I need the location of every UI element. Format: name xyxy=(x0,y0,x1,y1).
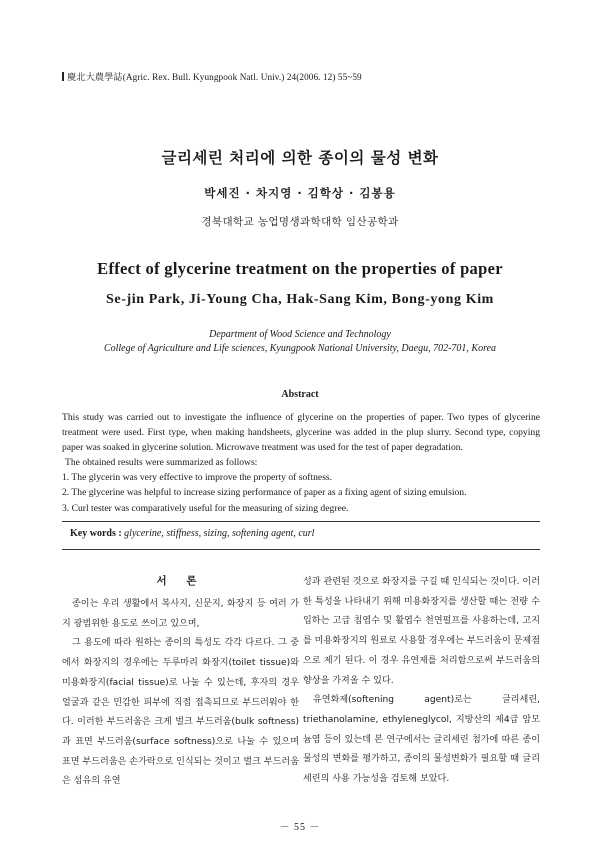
journal-header xyxy=(62,69,362,83)
abstract-result-item: 3. Curl tester was comparatively useful for the measuring of sizing degree. xyxy=(62,502,349,514)
body-paragraph: 성과 관련된 것으로 화장지를 구길 때 인식되는 것이다. 이러한 특성을 나타내기 위해 미용화장지를 생산할 때는 전량 수입하는 고급 침엽수 및 활엽수 천연펄프를 사용하는데, 고지를 미용화장지의 원료로 사용할 경우에는 부드러움이 문제점으로 제기 된다. 이 경우 유연제를 처리함으로써 부드러움의 향상을 가져올 수 있다. xyxy=(303,577,540,686)
journal-citation: 慶北大農學誌(Agric. Rex. Bull. Kyungpook Natl. Univ.) 24(2006. 12) 55~59 xyxy=(67,72,362,82)
keywords-value: glycerine, stiffness, sizing, softening agent, curl xyxy=(121,528,315,539)
english-department: Department of Wood Science and Technology xyxy=(209,329,391,340)
korean-authors: 박세진 · 차지영 · 김학상 · 김봉용 xyxy=(204,186,396,200)
abstract-heading: Abstract xyxy=(281,389,319,400)
abstract-result-item: 1. The glycerin was very effective to improve the property of softness. xyxy=(62,472,333,484)
english-college: College of Agriculture and Life sciences, Kyungpook National University, Daegu, 702-701, Korea xyxy=(103,343,497,354)
keywords-rule-bottom xyxy=(62,549,540,550)
body-column-left xyxy=(62,573,299,792)
header-bar xyxy=(62,72,64,81)
body-column-right xyxy=(303,573,540,790)
abstract-result-item: 2. The glycerine was helpful to increase sizing performance of paper as a fixing agent of sizing emulsion. xyxy=(62,487,467,499)
keywords-rule-top xyxy=(62,521,540,522)
body-paragraph: 그 용도에 따라 원하는 종이의 특성도 각각 다르다. 그 중에서 화장지의 경우에는 두루마리 화장지(toilet tissue)와 미용화장지(facial tissue)로 나눌 수 있는데, 후자의 경우 얼굴과 같은 민감한 피부에 직접 접촉되므로 부드러워야 한다. 이러한 부드러움은 크게 벌크 부드러움(bulk softness)과 표면 부드러움(surface softness)으로 나눌 수 있으며 표면 부드러움은 손가락으로 인식되는 것이고 벌크 부드러움은 섬유의 유연 xyxy=(62,638,299,787)
section-heading-introduction: 서 론 xyxy=(156,575,205,587)
body-paragraph: 종이는 우리 생활에서 복사지, 신문지, 화장지 등 여러 가지 광범위한 용도로 쓰이고 있으며, xyxy=(62,599,299,629)
abstract-body xyxy=(62,410,540,516)
page-number: － 55 － xyxy=(279,822,321,833)
english-authors: Se-jin Park, Ji-Young Cha, Hak-Sang Kim, Bong-yong Kim xyxy=(106,292,494,307)
abstract-intro: The obtained results were summarized as follows: xyxy=(65,457,258,469)
english-title: Effect of glycerine treatment on the properties of paper xyxy=(97,259,503,278)
abstract-paragraph: This study was carried out to investigate the influence of glycerine on the properties of paper. Two types of glycerine treatment were used. First type, when making handsheets, glycerine was added in the plup slurry. Second type, copying paper was soaked in glycerine solution. Microwave treatment was used for the test of paper degradation. xyxy=(62,412,540,454)
body-paragraph: 유연화제(softening agent)로는 글리세린, triethanolamine, ethyleneglycol, 지방산의 제4급 암모늄염 등이 있는데 본 연구에서는 글리세린 첨가에 따른 종이 물성의 변화를 평가하고, 종이의 물성변화가 필요할 때 글리세린의 사용 가능성을 검토해 보았다. xyxy=(303,695,540,785)
korean-title: 글리세린 처리에 의한 종이의 물성 변화 xyxy=(161,149,439,167)
keywords-label: Key words : xyxy=(70,528,122,539)
keywords-line xyxy=(70,528,314,539)
korean-affiliation: 경북대학교 농업명생과학대학 임산공학과 xyxy=(201,216,399,228)
